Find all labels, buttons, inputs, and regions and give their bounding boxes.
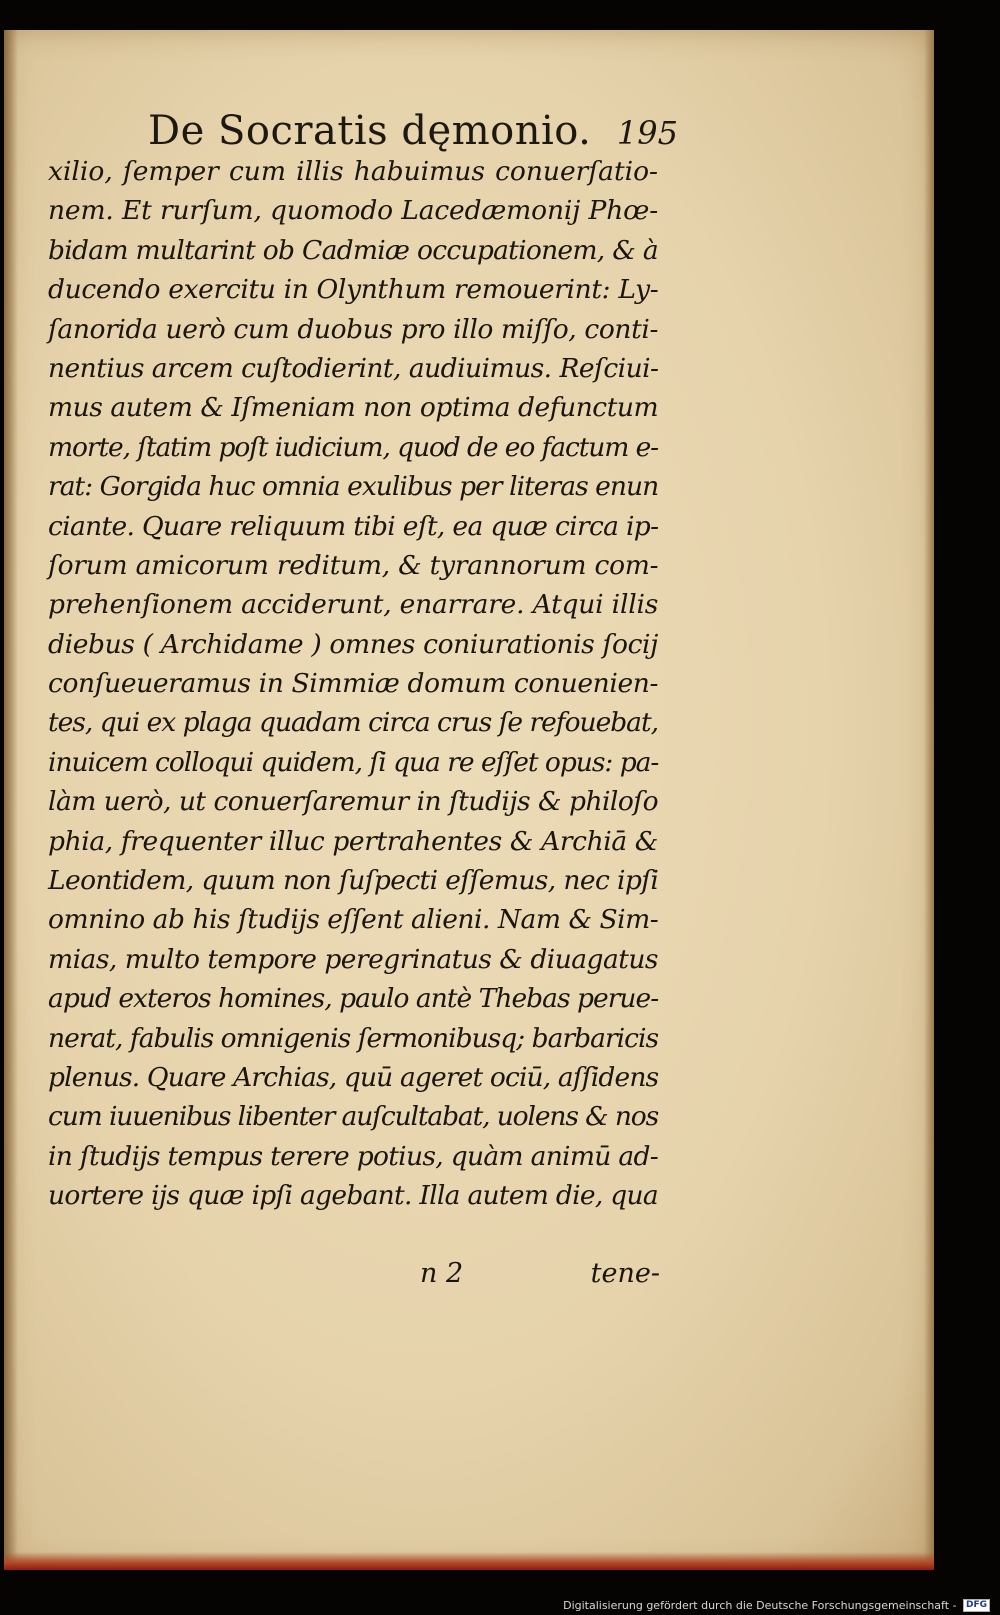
text-line: mias, multo tempore peregrinatus & diuagatus [48, 943, 658, 975]
text-line: Leontidem, quum non ſuſpecti eſſemus, nec ipſi [48, 865, 659, 897]
page-number: 195 [616, 114, 678, 152]
text-line: conſueueramus in Simmiæ domum conuenien- [48, 668, 659, 700]
text-line: plenus. Quare Archias, quū ageret ociū, aſſidens [48, 1061, 659, 1093]
text-line: ciante. Quare reliquum tibi eſt, ea quæ circa ip- [48, 510, 659, 542]
running-head: De Socratis dęmonio. [148, 108, 592, 154]
signature-mark: n 2 [420, 1258, 464, 1289]
text-line: làm uerò, ut conuerſaremur in ſtudijs & philoſo [48, 786, 658, 818]
text-line: mus autem & Iſmeniam non optima defunctum [48, 392, 659, 424]
text-line: bidam multarint ob Cadmiæ occupationem, & à [48, 234, 658, 266]
text-line: nentius arcem cuſtodierint, audiuimus. Reſciui- [48, 352, 659, 384]
body-text [48, 152, 658, 1216]
page-gutter-shadow [4, 30, 18, 1570]
text-line: ſanorida uerò cum duobus pro illo miſſo, conti- [48, 313, 659, 345]
page-footer [420, 1258, 660, 1294]
text-line: morte, ſtatim poſt iudicium, quod de eo factum e- [48, 431, 658, 463]
text-line: tes, qui ex plaga quadam circa crus ſe refouebat, [48, 707, 658, 739]
page-edge-shadow [924, 30, 934, 1570]
text-line: nem. Et rurſum, quomodo Lacedæmonij Phœ- [48, 195, 658, 227]
page-header [148, 108, 678, 158]
text-line: xilio, ſemper cum illis habuimus conuerſatio- [48, 156, 658, 187]
text-line: ſorum amicorum reditum, & tyrannorum com- [48, 549, 659, 581]
text-line: phia, frequenter illuc pertrahentes & Archiā & [48, 825, 658, 857]
text-line: apud exteros homines, paulo antè Thebas perue- [48, 983, 659, 1015]
credit-text: Digitalisierung gefördert durch die Deutsche Forschungsgemeinschaft - [563, 1598, 957, 1612]
text-line: cum iuuenibus libenter auſcultabat, uolens & nos [48, 1101, 659, 1133]
text-line: omnino ab his ſtudijs eſſent alieni. Nam & Sim- [48, 904, 659, 936]
text-line: uortere ijs quæ ipſi agebant. Illa autem die, qua [48, 1180, 658, 1212]
text-line: diebus ( Archidame ) omnes coniurationis ſocij [48, 628, 658, 660]
digitization-credit [563, 1599, 990, 1613]
dfg-logo: DFG [963, 1599, 990, 1612]
text-line: nerat, fabulis omnigenis ſermonibusq; barbaricis [48, 1022, 659, 1054]
text-line: in ſtudijs tempus terere potius, quàm animū ad- [48, 1140, 658, 1172]
page-bottom-edge [4, 1552, 934, 1570]
text-line: prehenſionem acciderunt, enarrare. Atqui illis [48, 589, 659, 621]
text-line: rat: Gorgida huc omnia exulibus per literas enun [48, 471, 659, 503]
catchword: tene- [590, 1258, 660, 1289]
text-line: ducendo exercitu in Olynthum remouerint: Ly- [48, 274, 659, 306]
text-line: inuicem colloqui quidem, ſi qua re eſſet opus: pa- [48, 746, 659, 778]
